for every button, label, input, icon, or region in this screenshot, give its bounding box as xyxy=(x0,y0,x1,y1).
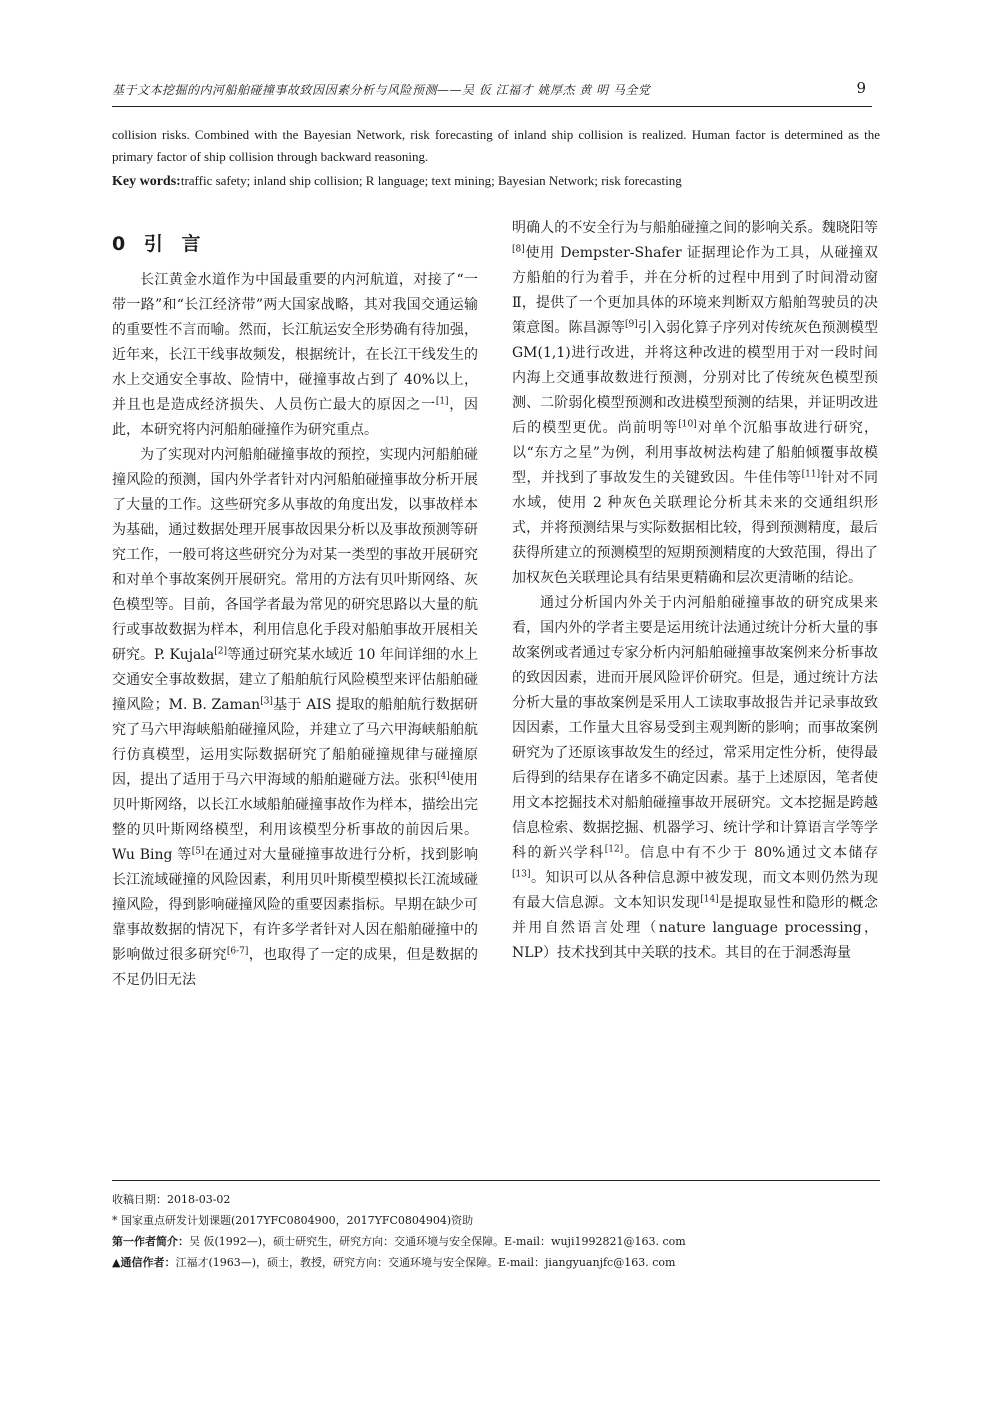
text-run: 在通过对大量碰撞事故进行分析，找到影响长江流域碰撞的风险因素，利用贝叶斯模型模拟长江流域碰撞风险，得到影响碰撞风险的重要因素指标。早期在缺少可靠事故数据的情况下，有许多学者针对人因在船舶碰撞中的影响做过很多研究 xyxy=(112,847,479,963)
citation: [6-7] xyxy=(226,946,249,957)
right-column xyxy=(512,216,878,966)
citation: [12] xyxy=(604,844,624,855)
text-run: 基于 AIS 提取的船舶航行数据研究了马六甲海峡船舶碰撞风险，并建立了马六甲海峡船舶航行仿真模型，运用实际数据研究了船舶碰撞规律与碰撞原因，提出了适用于马六甲海域的船舶避碰方法。张积 xyxy=(112,697,478,788)
received-date: 收稿日期：2018-03-02 xyxy=(112,1193,231,1206)
text-run: 使用 Dempster-Shafer 证据理论作为工具，从碰撞双方船舶的行为着手，并在分析的过程中用到了时间滑动窗Ⅱ，提供了一个更加具体的环境来判断双方船舶驾驶员的决策意图。陈昌源等 xyxy=(512,245,878,336)
running-header xyxy=(112,78,872,107)
citation: [5] xyxy=(191,846,205,857)
text-run: ，也取得了一定的成果，但是数据的不足仍旧无法 xyxy=(112,947,478,988)
first-author-text: 吴 仮(1992—)，硕士研究生，研究方向：交通环境与安全保障。E-mail：wuji1992821@163. com xyxy=(189,1235,686,1248)
page-number: 9 xyxy=(856,79,866,97)
footnotes xyxy=(112,1180,880,1273)
paragraph xyxy=(512,591,878,966)
citation: [10] xyxy=(678,419,697,430)
text-run: 长江黄金水道作为中国最重要的内河航道，对接了“一带一路”和“长江经济带”两大国家战略，其对我国交通运输的重要性不言而喻。然而，长江航运安全形势确有待加强，近年来，长江干线事故频发，根据统计，在长江干线发生的水上交通安全事故、险情中，碰撞事故占到了 40%以上，并且也是造成经济损失、人员伤亡最大的原因之一 xyxy=(112,272,478,413)
text-run: 明确人的不安全行为与船舶碰撞之间的影响关系。魏晓阳等 xyxy=(512,220,878,236)
text-run: 为了实现对内河船舶碰撞事故的预控，实现内河船舶碰撞风险的预测，国内外学者针对内河船舶碰撞事故分析开展了大量的工作。这些研究多从事故的角度出发，以事故样本为基础，通过数据处理开展事故因果分析以及事故预测等研究工作，一般可将这些研究分为对某一类型的事故开展研究和对单个事故案例开展研究。常用的方法有贝叶斯网络、灰色模型等。目前，各国学者最为常见的研究思路以大量的航行或事故数据为样本，利用信息化手段对船舶事故开展相关研究。P. Kujala xyxy=(112,447,478,663)
citation: [9] xyxy=(625,319,638,330)
citation: [4] xyxy=(437,771,450,782)
text-run: 使用贝叶斯网络，以长江水域船舶碰撞事故作为样本，描绘出完整的贝叶斯网络模型，利用该模型分析事故的前因后果。Wu Bing 等 xyxy=(112,772,479,863)
keywords-line xyxy=(112,170,880,193)
left-column xyxy=(112,216,478,993)
citation: [14] xyxy=(700,894,719,905)
abstract-tail: collision risks. Combined with the Bayesian Network, risk forecasting of inland ship collision is realized. Human factor is determined as the primary factor of ship collision through backward reasoning. xyxy=(112,127,880,164)
corresponding-label: ▲通信作者： xyxy=(112,1256,176,1269)
text-run: 对单个沉船事故进行研究，以“东方之星”为例，利用事故树法构建了船舶倾覆事故模型，并找到了事故发生的关键致因。牛佳伟等 xyxy=(512,420,878,486)
corresponding-author-note xyxy=(112,1252,880,1273)
corresponding-text: 江福才(1963—)，硕士，教授，研究方向：交通环境与安全保障。E-mail：jiangyuanjfc@163. com xyxy=(175,1256,676,1269)
citation: [8] xyxy=(512,244,525,255)
citation: [3] xyxy=(260,696,273,707)
keywords-text: traffic safety; inland ship collision; R language; text mining; Bayesian Network; risk forecasting xyxy=(180,173,682,188)
citation: [13] xyxy=(512,869,531,880)
text-run: 引入弱化算子序列对传统灰色预测模型GM(1,1)进行改进，并将这种改进的模型用于对一段时间内海上交通事故数进行预测，分别对比了传统灰色模型预测、二阶弱化模型预测和改进模型预测的结果，并证明改进后的模型更优。尚前明等 xyxy=(512,320,879,436)
text-run: 。知识可以从各种信息源中被发现，而文本则仍然为现有最大信息源。文本知识发现 xyxy=(512,870,878,911)
section-title: 0 引 言 xyxy=(112,233,207,255)
text-run: 等通过研究某水域近 10 年间详细的水上交通安全事故数据，建立了船舶航行风险模型来评估船舶碰撞风险；M. B. Zaman xyxy=(112,647,478,713)
text-run: 针对不同水域，使用 2 种灰色关联理论分析其未来的交通组织形式，并将预测结果与实际数据相比较，得到预测精度，最后获得所建立的预测模型的短期预测精度的大致范围，得出了加权灰色关联理论具有结果更精确和层次更清晰的结论。 xyxy=(512,470,879,586)
citation: [11] xyxy=(801,469,821,480)
text-run: 是提取显性和隐形的概念并用自然语言处理（nature language processing，NLP）技术找到其中关联的技术。其目的在于洞悉海量 xyxy=(512,895,879,961)
citation: [1] xyxy=(435,396,449,407)
citation: [2] xyxy=(214,646,227,657)
paragraph xyxy=(112,443,478,993)
text-run: ，因此，本研究将内河船舶碰撞作为研究重点。 xyxy=(112,397,478,438)
text-run: 通过分析国内外关于内河船舶碰撞事故的研究成果来看，国内外的学者主要是运用统计法通过统计分析大量的事故案例或者通过专家分析内河船舶碰撞事故案例来分析事故的致因因素，进而开展风险评价研究。但是，通过统计方法分析大量的事故案例是采用人工读取事故报告并记录事故致因因素，工作量大且容易受到主观判断的影响；而事故案例研究为了还原该事故发生的经过，常采用定性分析，使得最后得到的结果存在诸多不确定因素。基于上述原因，笔者使用文本挖掘技术对船舶碰撞事故开展研究。文本挖掘是跨越信息检索、数据挖掘、机器学习、统计学和计算语言学等学科的新兴学科 xyxy=(512,595,878,861)
first-author-note xyxy=(112,1231,880,1252)
running-title: 基于文本挖掘的内河船舶碰撞事故致因因素分析与风险预测——吴 仮 江福才 姚厚杰 黄 明 马全党 xyxy=(112,83,651,97)
text-run: 。信息中有不少于 80%通过文本储存 xyxy=(623,845,878,861)
funding-note: * 国家重点研发计划课题(2017YFC0804900，2017YFC0804904)资助 xyxy=(112,1214,474,1227)
paragraph xyxy=(512,216,878,591)
paragraph xyxy=(112,268,478,443)
keywords-label: Key words: xyxy=(112,174,181,189)
first-author-label: 第一作者简介： xyxy=(112,1235,189,1248)
